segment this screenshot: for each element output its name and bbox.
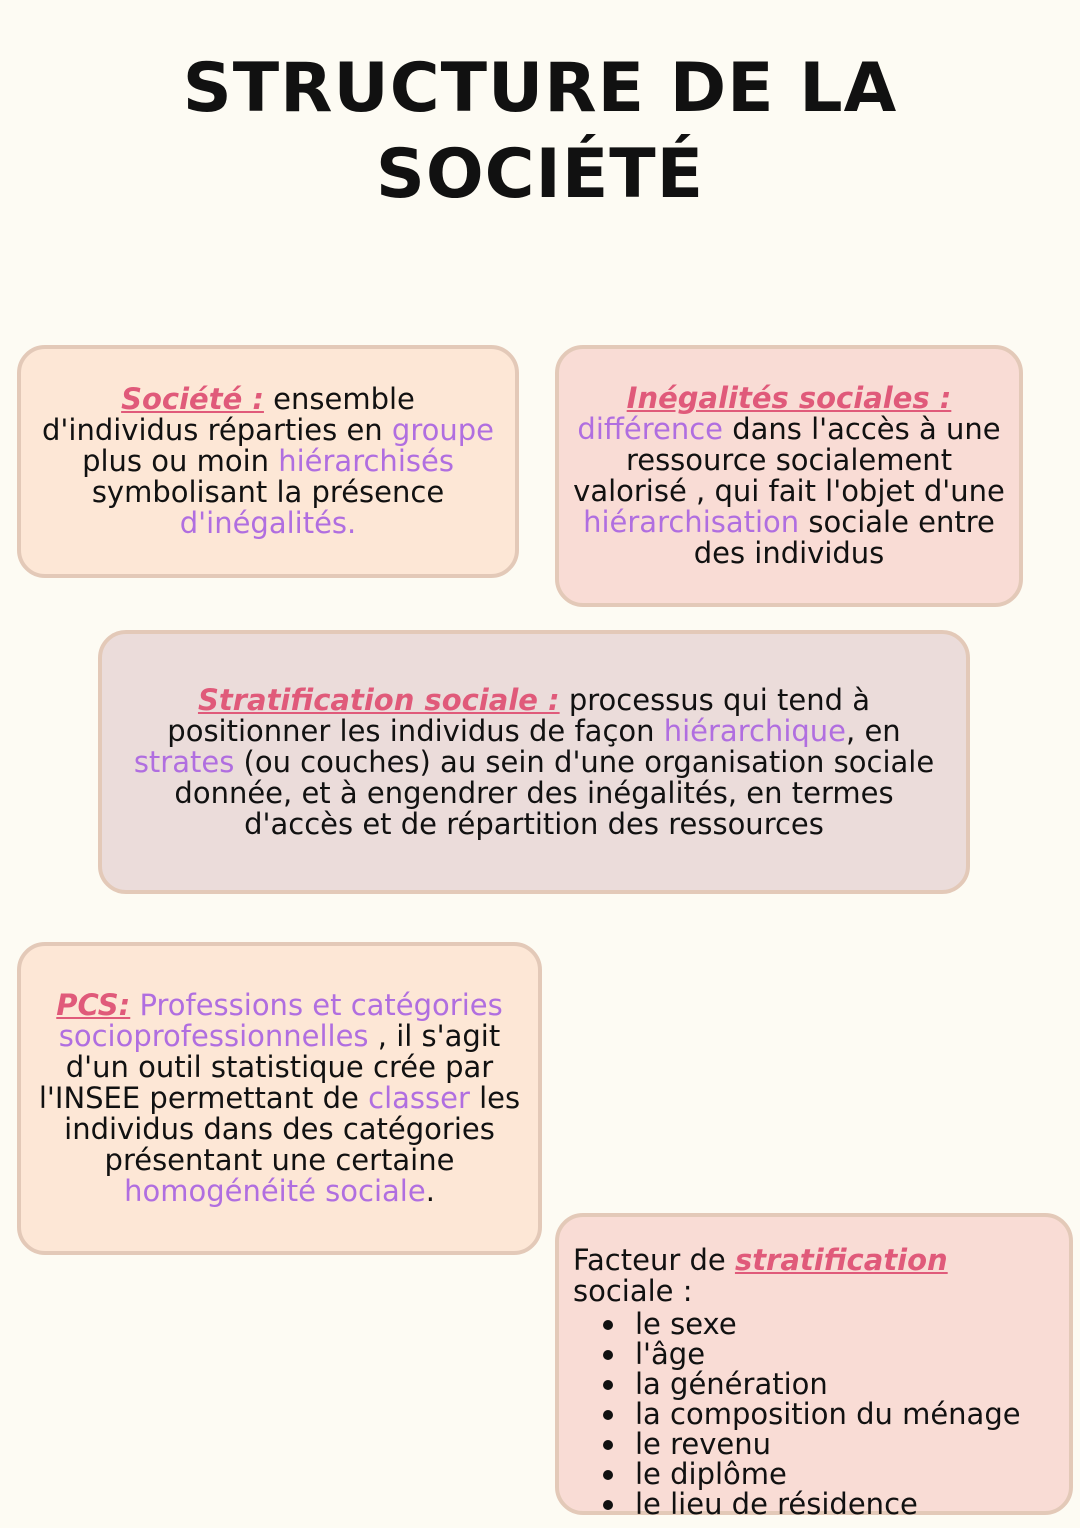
card-inegalites-sociales	[555, 345, 1023, 607]
highlight-professions: Professions et catégories socioprofessionnelles	[58, 988, 503, 1053]
list-item	[599, 1309, 1055, 1339]
bullet-icon	[603, 1380, 613, 1390]
card-stratification-sociale	[98, 630, 970, 894]
definition-text: , en	[846, 713, 901, 748]
card-pcs-text	[25, 990, 534, 1207]
card-inegalites-text	[567, 383, 1011, 569]
definition-text: , il s'agit d'un outil statistique crée par l'INSEE permettant de	[38, 1019, 501, 1115]
card-pcs	[17, 942, 542, 1255]
highlight-classer: classer	[368, 1081, 470, 1115]
facteurs-heading	[573, 1245, 1055, 1307]
definition-text: plus ou moin	[82, 444, 279, 478]
page-title	[0, 46, 1080, 218]
list-item	[599, 1429, 1055, 1459]
highlight-homogeneite: homogénéité sociale	[124, 1174, 426, 1208]
list-item-label: le sexe	[635, 1307, 737, 1341]
facteurs-list	[573, 1309, 1055, 1519]
facteurs-heading-post: sociale :	[573, 1274, 693, 1308]
definition-text: (ou couches) au sein d'une organisation sociale donnée, et à engendrer des inégalités, en termes d'accès et de répartition des ressources	[174, 744, 935, 841]
highlight-hierarchisation: hiérarchisation	[583, 505, 800, 539]
bullet-icon	[603, 1500, 613, 1510]
term-stratification: stratification	[734, 1243, 948, 1277]
list-item-label: le lieu de résidence	[635, 1487, 918, 1521]
card-societe-text	[39, 384, 497, 539]
highlight-hierarchique: hiérarchique	[663, 713, 847, 748]
facteurs-heading-pre: Facteur de	[573, 1243, 735, 1277]
definition-text: processus qui tend à positionner les individus de façon	[167, 682, 871, 748]
bullet-icon	[603, 1410, 613, 1420]
definition-text: ensemble d'individus réparties en	[42, 382, 415, 447]
highlight-difference: différence	[577, 412, 724, 446]
definition-text: symbolisant la présence	[91, 475, 445, 509]
definition-text: les individus dans des catégories présentant une certaine	[64, 1081, 521, 1177]
term-inegalites-sociales: Inégalités sociales :	[626, 381, 952, 415]
card-stratification-text	[122, 682, 946, 841]
highlight-hierarchises: hiérarchisés	[278, 444, 454, 478]
list-item	[599, 1489, 1055, 1519]
bullet-icon	[603, 1440, 613, 1450]
page-title-line-2: SOCIÉTÉ	[375, 135, 705, 214]
highlight-groupe: groupe	[391, 413, 494, 447]
bullet-icon	[603, 1350, 613, 1360]
bullet-icon	[603, 1470, 613, 1480]
page-title-line-1: STRUCTURE DE LA	[182, 49, 898, 128]
definition-text: dans l'accès à une ressource socialement valorisé , qui fait l'objet d'une	[573, 412, 1005, 508]
definition-text: .	[425, 1174, 435, 1208]
highlight-strates: strates	[133, 744, 235, 779]
definition-text: sociale entre des individus	[693, 505, 995, 570]
list-item-label: l'âge	[635, 1337, 706, 1371]
highlight-inegalites: d'inégalités.	[179, 506, 357, 540]
list-item-label: le diplôme	[635, 1457, 787, 1491]
bullet-icon	[603, 1320, 613, 1330]
card-facteurs-stratification	[555, 1213, 1073, 1521]
term-societe: Société :	[121, 382, 264, 416]
term-pcs: PCS:	[56, 988, 131, 1022]
term-stratification-sociale: Stratification sociale :	[197, 682, 560, 717]
list-item	[599, 1459, 1055, 1489]
list-item-label: la génération	[635, 1367, 828, 1401]
list-item	[599, 1399, 1055, 1429]
list-item	[599, 1369, 1055, 1399]
card-societe	[17, 345, 519, 578]
list-item	[599, 1339, 1055, 1369]
list-item-label: la composition du ménage	[635, 1397, 1021, 1431]
list-item-label: le revenu	[635, 1427, 772, 1461]
